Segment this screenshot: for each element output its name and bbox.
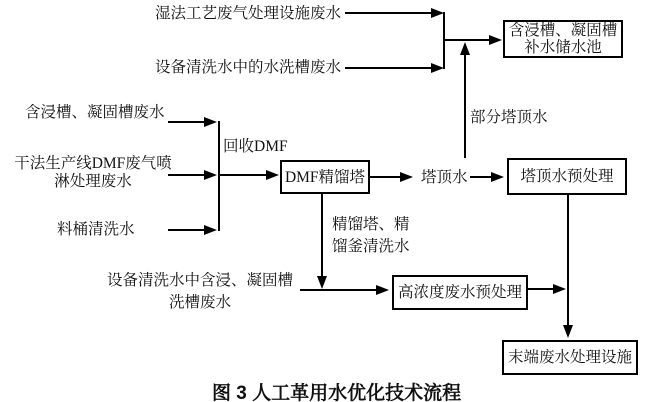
arrow-right-icon — [400, 172, 413, 182]
connector-dmf-to-topwater-line — [370, 176, 401, 178]
node-storage-pool-line2: 补水储水池 — [524, 39, 602, 56]
connector-topwater-to-pretreatment-line — [470, 176, 492, 178]
stream-impregnation-coagulation: 含浸槽、凝固槽废水 — [25, 104, 165, 121]
arrow-right-icon — [204, 170, 217, 180]
node-high-concentration-pretreatment — [392, 275, 528, 310]
arrow-down-icon — [563, 325, 573, 338]
connector-to-terminal-line — [567, 195, 569, 325]
stream-dry-line-spray — [14, 155, 172, 190]
arrow-right-icon — [376, 285, 389, 295]
arrow-down-icon — [317, 276, 327, 289]
stream-equipment-wash-water-tank: 设备清洗水中的水洗槽废水 — [155, 59, 342, 76]
connector-left-merge-line — [218, 121, 220, 231]
label-still-wash-line1: 精馏塔、精 — [332, 216, 410, 233]
node-dmf-tower — [280, 160, 370, 194]
node-storage-pool — [503, 20, 623, 58]
arrow-right-icon — [266, 170, 279, 180]
label-recovered-dmf: 回收DMF — [223, 138, 288, 155]
node-top-water-pretreatment — [507, 158, 627, 195]
arrow-right-icon — [204, 117, 217, 127]
node-top-water-pretreatment-label: 塔顶水预处理 — [520, 168, 614, 185]
connector-equipment-wash-line — [345, 67, 432, 69]
connector-wet-process-line — [345, 12, 432, 14]
node-storage-pool-line1: 含浸槽、凝固槽 — [508, 22, 618, 39]
node-terminal-treatment — [502, 340, 638, 375]
label-tower-top-water: 塔顶水 — [421, 169, 468, 186]
stream-dry-line-spray-line1: 干法生产线DMF废气喷 — [14, 155, 172, 172]
arrow-right-icon — [489, 35, 502, 45]
arrow-right-icon — [553, 284, 566, 294]
node-terminal-treatment-label: 末端废水处理设施 — [507, 349, 632, 366]
connector-to-storage-pool-line — [444, 39, 490, 41]
stream-wet-process-gas: 湿法工艺废气处理设施废水 — [155, 5, 342, 22]
node-high-concentration-pretreatment-label: 高浓度废水预处理 — [397, 284, 522, 301]
figure-caption: 图 3 人工革用水优化技术流程 — [212, 383, 462, 402]
arrow-up-icon — [460, 42, 470, 55]
stream-barrel-washing: 料桶清洗水 — [57, 221, 135, 238]
arrow-right-icon — [204, 225, 217, 235]
label-partial-tower-top-water: 部分塔顶水 — [470, 109, 548, 126]
stream-equipment-wash-impregnation-line1: 设备清洗水中含浸、凝固槽 — [106, 272, 293, 289]
stream-dry-line-spray-line2: 淋处理废水 — [54, 172, 132, 190]
connector-to-high-concentration-line — [300, 289, 377, 291]
connector-partial-top-water-line — [464, 54, 466, 158]
connector-highconc-out-line — [528, 288, 554, 290]
label-still-wash — [332, 214, 410, 258]
connector-barrel-washing-line — [168, 229, 205, 231]
stream-equipment-wash-impregnation-line2: 洗槽废水 — [168, 294, 231, 311]
stream-equipment-wash-impregnation — [100, 270, 300, 314]
label-still-wash-line2: 馏釜清洗水 — [332, 238, 410, 255]
connector-impregnation-line — [168, 121, 205, 123]
connector-to-dmf-tower-line — [220, 174, 267, 176]
connector-dry-line-line — [168, 174, 205, 176]
arrow-right-icon — [491, 172, 504, 182]
connector-still-wash-line — [321, 194, 323, 276]
node-dmf-tower-label: DMF精馏塔 — [284, 168, 366, 186]
